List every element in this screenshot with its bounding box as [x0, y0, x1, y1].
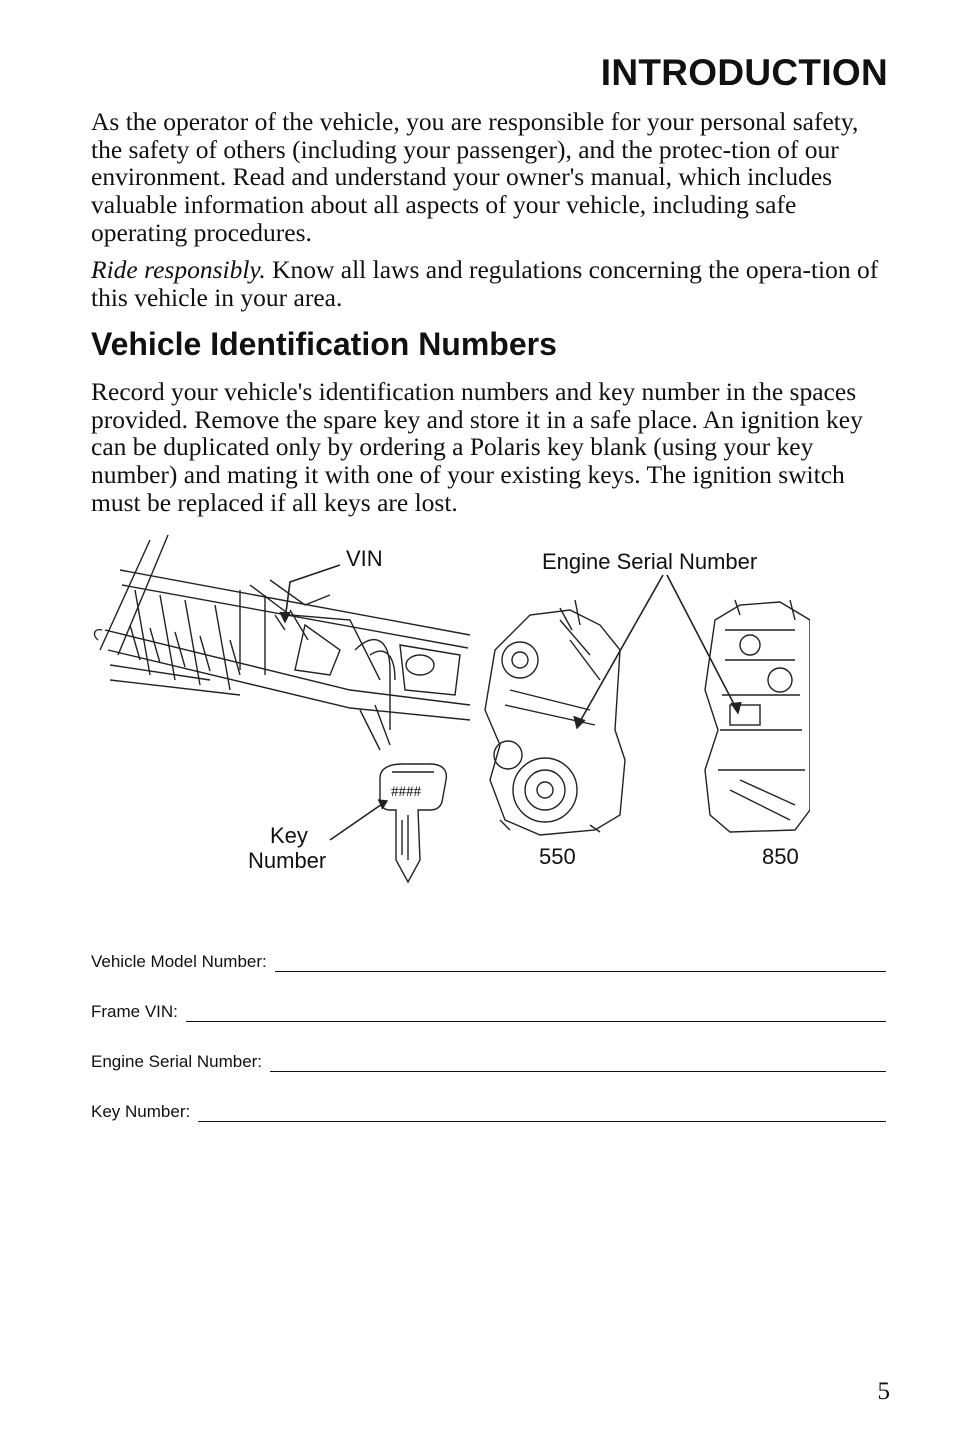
vehicle-frame-illustration — [95, 535, 470, 750]
section-heading: Vehicle Identification Numbers — [91, 326, 557, 362]
vehicle-model-number-label: Vehicle Model Number: — [91, 952, 267, 971]
ride-responsibly-paragraph — [91, 256, 891, 311]
intro-paragraph: As the operator of the vehicle, you are responsible for your personal safety, the safety of others (including your passenger), and the protec-tion of our environment. Read and understand your owner's manual, which includes valuable information about all aspects of your vehicle, including safe operating procedures. — [91, 107, 859, 247]
vin-location-figure — [90, 530, 810, 900]
vehicle-model-number-blank[interactable] — [275, 945, 886, 972]
engine-850-label: 850 — [762, 844, 799, 869]
ride-responsibly-text: Know all laws and regulations concerning the opera-tion of this vehicle in your area. — [91, 255, 879, 312]
page-number: 5 — [877, 1378, 890, 1405]
frame-vin-label: Frame VIN: — [91, 1002, 178, 1021]
key-label-line1: Key — [270, 823, 308, 848]
engine-serial-number-label: Engine Serial Number: — [91, 1052, 263, 1071]
record-paragraph: Record your vehicle's identification numbers and key number in the spaces provided. Remove the spare key and store it in a safe place. An ignition key can be duplicated only by ordering a Polaris key blank (using your key number) and mating it with one of your existing keys. The ignition switch must be replaced if all keys are lost. — [91, 377, 863, 517]
engine-serial-number-blank[interactable] — [270, 1045, 886, 1072]
engine-550-illustration — [485, 600, 625, 835]
key-number-label: Key Number: — [91, 1102, 191, 1121]
ride-responsibly-emphasis: Ride responsibly. — [91, 255, 266, 284]
vin-label: VIN — [346, 546, 383, 571]
engine-550-label: 550 — [539, 844, 576, 869]
engine-850-illustration — [705, 600, 810, 832]
key-illustration — [380, 764, 446, 882]
engine-serial-number-field[interactable] — [91, 1046, 886, 1072]
frame-vin-blank[interactable] — [186, 995, 886, 1022]
key-number-field[interactable] — [91, 1096, 886, 1122]
key-label-line2: Number — [248, 848, 327, 873]
frame-vin-field[interactable] — [91, 996, 886, 1022]
engine-serial-label: Engine Serial Number — [542, 549, 758, 574]
vehicle-model-number-field[interactable] — [91, 946, 886, 972]
key-number-blank[interactable] — [198, 1095, 886, 1122]
page-title: INTRODUCTION — [600, 52, 888, 93]
key-stamp: #### — [391, 784, 421, 800]
vehicle-frame-engine-drawing — [90, 530, 810, 900]
